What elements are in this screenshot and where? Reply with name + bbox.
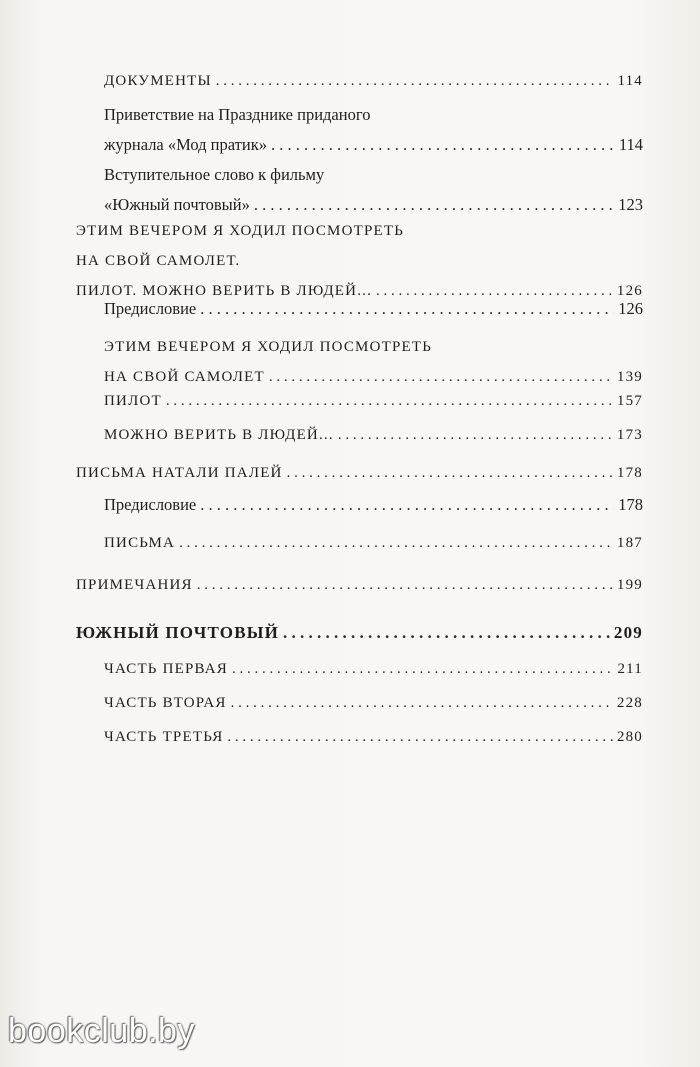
toc-entry	[104, 722, 643, 752]
toc-entry	[104, 66, 643, 96]
watermark-text: bookclub.by	[8, 1012, 195, 1050]
toc-entry-title: ПРИМЕЧАНИЯ	[76, 577, 193, 593]
dot-leader	[231, 688, 613, 718]
toc-entry-title: ПИСЬМА	[104, 535, 176, 551]
toc-page-number: 114	[617, 73, 643, 89]
toc-entry-line	[104, 294, 643, 324]
toc-entry-line	[104, 420, 643, 450]
dot-leader	[232, 654, 613, 684]
toc-entry-line	[104, 386, 643, 416]
toc-entry-line	[76, 458, 643, 488]
toc-page-number: 280	[616, 729, 643, 745]
toc-entry	[104, 100, 643, 160]
toc-entry-title: ПИСЬМА НАТАЛИ ПАЛЕЙ	[76, 465, 283, 481]
toc-page-number: 173	[616, 427, 643, 443]
toc-page-number: 228	[616, 695, 643, 711]
toc-entry-title-line: Приветствие на Празднике приданого	[104, 105, 371, 124]
toc-entry-line	[76, 618, 643, 648]
toc-entry-title: МОЖНО ВЕРИТЬ В ЛЮДЕЙ...	[104, 427, 334, 443]
toc-page-number: 178	[616, 465, 643, 481]
toc-page-number: 126	[616, 283, 643, 299]
toc-entry	[104, 386, 643, 416]
toc-entry	[104, 490, 643, 520]
toc-entry-title-line: ЭТИМ ВЕЧЕРОМ Я ХОДИЛ ПОСМОТРЕТЬ	[104, 339, 433, 355]
toc-entry-title: Предисловие	[104, 495, 197, 514]
toc-entry	[104, 654, 643, 684]
toc-entry	[76, 570, 643, 600]
dot-leader	[227, 722, 612, 752]
toc-page-number: 178	[618, 495, 643, 514]
toc-entry	[76, 458, 643, 488]
toc-page-number: 126	[618, 299, 643, 318]
toc-entry-title: ЧАСТЬ ПЕРВАЯ	[104, 661, 228, 677]
toc-entry-title: ЧАСТЬ ВТОРАЯ	[104, 695, 227, 711]
toc-entry-line	[104, 66, 643, 96]
toc-entry	[104, 294, 643, 324]
toc-entry-title-line: ЭТИМ ВЕЧЕРОМ Я ХОДИЛ ПОСМОТРЕТЬ	[76, 223, 405, 239]
toc-entry-line	[104, 688, 643, 718]
toc-page-number: 211	[617, 661, 643, 677]
toc-entry-title-line: НА СВОЙ САМОЛЕТ.	[76, 253, 241, 269]
toc-entry-line	[104, 722, 643, 752]
dot-leader	[200, 490, 614, 520]
toc-entry	[104, 160, 643, 220]
toc-entry	[76, 216, 643, 306]
toc-page-number: 157	[616, 393, 643, 409]
dot-leader	[283, 618, 610, 648]
toc-entry-title: ЮЖНЫЙ ПОЧТОВЫЙ	[76, 623, 280, 642]
dot-leader	[200, 294, 614, 324]
dot-leader	[166, 386, 613, 416]
toc-entry-title: журнала «Мод пратик»	[104, 135, 267, 154]
toc-entry-title: ПИЛОТ	[104, 393, 162, 409]
toc-entry-title: Предисловие	[104, 299, 197, 318]
dot-leader	[287, 458, 613, 488]
toc-entry-line	[104, 654, 643, 684]
toc-page-number: 199	[616, 577, 643, 593]
toc-page-number: 139	[616, 369, 643, 385]
toc-entry-line	[104, 130, 643, 160]
toc-page-number: 114	[618, 135, 643, 154]
dot-leader	[179, 528, 613, 558]
dot-leader	[197, 570, 613, 600]
toc-entry-title: «Южный почтовый»	[104, 195, 250, 214]
toc-entry-line	[104, 528, 643, 558]
toc-entry	[76, 618, 643, 648]
toc-entry-title: ПИЛОТ. МОЖНО ВЕРИТЬ В ЛЮДЕЙ...	[76, 283, 373, 299]
dot-leader	[216, 66, 614, 96]
toc-page-number: 123	[618, 195, 643, 214]
toc-entry	[104, 688, 643, 718]
toc-page-number: 187	[616, 535, 643, 551]
dot-leader	[338, 420, 613, 450]
toc-entry-title: ДОКУМЕНТЫ	[104, 73, 212, 89]
toc-entry-title-line: Вступительное слово к фильму	[104, 165, 325, 184]
toc-entry	[104, 420, 643, 450]
toc-entry-line	[76, 570, 643, 600]
toc-entry-line	[104, 490, 643, 520]
toc-page-number: 209	[613, 623, 643, 642]
toc-entry	[104, 332, 643, 392]
dot-leader	[271, 130, 615, 160]
toc-entry-title: ЧАСТЬ ТРЕТЬЯ	[104, 729, 224, 745]
toc-entry-title: НА СВОЙ САМОЛЕТ	[104, 369, 265, 385]
toc-entry	[104, 528, 643, 558]
